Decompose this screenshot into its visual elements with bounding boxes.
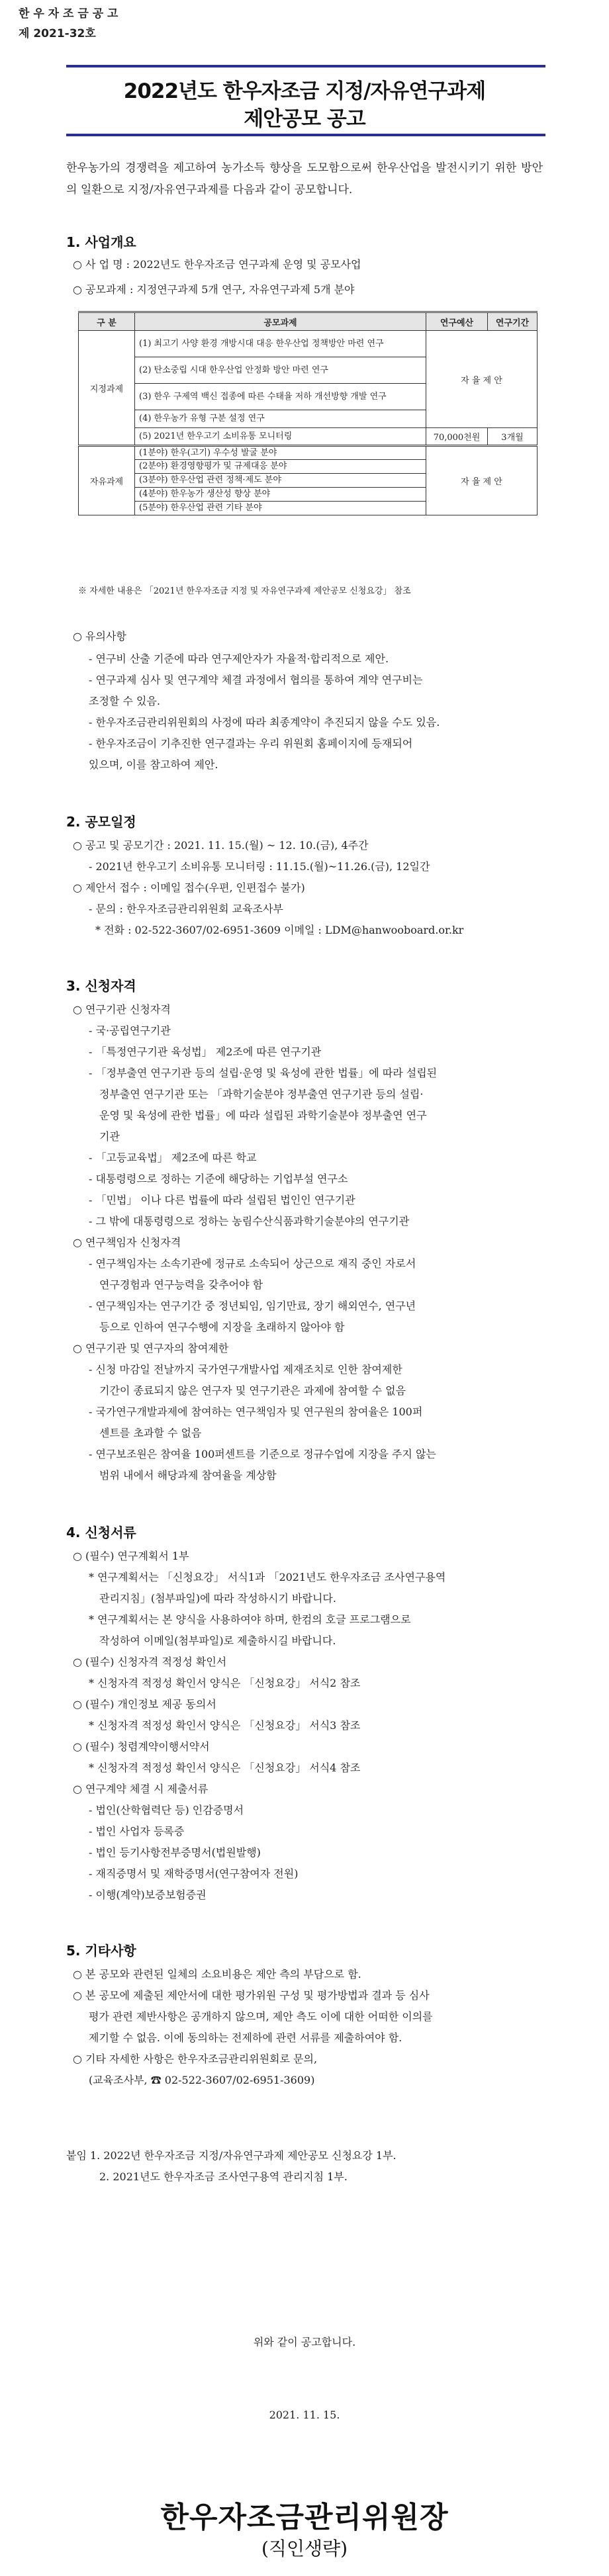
table-cell: (5) 2021년 한우고기 소비유통 모니터링 (135, 428, 426, 446)
eligibility-line: 연구경험과 연구능력을 갖추어야 함 (99, 1278, 263, 1291)
contact-line: * 전화 : 02-522-3607/02-6951-3609 이메일 : LDM@hanwooboard.or.kr (95, 924, 464, 936)
eligibility-line: - 연구책임자는 연구기간 중 정년퇴임, 임기만료, 장기 해외연수, 연구년 (89, 1300, 416, 1312)
section-4-heading: 4. 신청서류 (66, 1525, 136, 1540)
schedule-line: ○ 제안서 접수 : 이메일 접수(우편, 인편접수 불가) (73, 881, 305, 894)
note-line: - 한우자조금관리위원회의 사정에 따라 최종계약이 추진되지 않을 수도 있음. (89, 716, 440, 729)
eligibility-line: 기관 (99, 1130, 120, 1143)
note-line: 조정할 수 있음. (89, 695, 160, 707)
document-line: 관리지침」(첨부파일)에 따라 작성하시기 바랍니다. (99, 1592, 336, 1605)
section-1-item: ○ 사 업 명 : 2022년도 한우자조금 연구과제 운영 및 공모사업 (73, 258, 361, 271)
project-table (78, 311, 538, 515)
table-cell: (2분야) 환경영향평가 및 규제대응 분야 (135, 460, 426, 474)
document-line: * 연구계획서는 「신청요강」 서식1과 「2021년도 한우자조금 조사연구용역 (89, 1571, 446, 1583)
eligibility-line: - 「특정연구기관 육성법」 제2조에 따른 연구기관 (89, 1045, 322, 1058)
table-group-designated: 지정과제 (79, 331, 135, 446)
eligibility-line: - 국가연구개발과제에 참여하는 연구책임자 및 연구원의 참여율은 100퍼 (89, 1405, 423, 1418)
section-2-heading: 2. 공모일정 (66, 814, 136, 830)
document-line: 작성하여 이메일(첨부파일)로 제출하시길 바랍니다. (99, 1634, 336, 1647)
document-line: * 신청자격 적정성 확인서 양식은 「신청요강」 서식2 참조 (89, 1677, 361, 1689)
eligibility-line: 운영 및 육성에 관한 법률」에 따라 설립된 과학기술분야 정부출연 연구 (99, 1109, 427, 1122)
schedule-line: ○ 공고 및 공모기간 : 2021. 11. 15.(월) ~ 12. 10.(금), 4주간 (73, 839, 369, 852)
table-cell: 자 율 제 안 (426, 446, 538, 515)
section-1-heading: 1. 사업개요 (66, 234, 136, 250)
document-line: - 법인 등기사항전부증명서(법원발행) (89, 1846, 261, 1859)
document-line: ○ (필수) 연구계획서 1부 (73, 1550, 189, 1562)
notice-org: 한 우 자 조 금 공 고 (19, 7, 118, 21)
schedule-line: - 문의 : 한우자조금관리위원회 교육조사부 (89, 903, 283, 915)
table-cell: (5분야) 한우산업 관련 기타 분야 (135, 502, 426, 515)
note-line: - 연구비 산출 기준에 따라 연구제안자가 자율적·합리적으로 제안. (89, 652, 389, 665)
table-cell: (3) 한우 구제역 백신 접종에 따른 수태율 저하 개선방향 개발 연구 (135, 384, 426, 410)
document-line: - 이행(계약)보증보험증권 (89, 1888, 207, 1901)
document-line: ○ 연구계약 체결 시 제출서류 (73, 1783, 209, 1795)
section-5-heading: 5. 기타사항 (66, 1943, 136, 1959)
notice-number: 제 2021-32호 (19, 27, 96, 40)
title-bottom-rule (66, 134, 545, 136)
schedule-line: - 2021년 한우고기 소비유통 모니터링 : 11.15.(월)~11.26.(금), 12일간 (89, 860, 430, 873)
table-cell: (4분야) 한우농가 생산성 향상 분야 (135, 488, 426, 502)
eligibility-line: - 그 밖에 대통령령으로 정하는 농림수산식품과학기술분야의 연구기관 (89, 1215, 410, 1227)
eligibility-line: 범위 내에서 해당과제 참여율을 계상함 (99, 1469, 277, 1482)
eligibility-line: - 대통령령으로 정하는 기준에 해당하는 기업부설 연구소 (89, 1173, 348, 1185)
eligibility-line: - 연구책임자는 소속기관에 정규로 소속되어 상근으로 재직 중인 자로서 (89, 1257, 416, 1270)
closing-text: 위와 같이 공고합니다. (253, 2336, 356, 2348)
table-header: 연구기간 (488, 312, 538, 331)
page-title: 2022년도 한우자조금 지정/자유연구과제 (123, 79, 486, 103)
document-line: * 신청자격 적정성 확인서 양식은 「신청요강」 서식4 참조 (89, 1761, 361, 1774)
table-cell: (2) 탄소중립 시대 한우산업 안정화 방안 마련 연구 (135, 357, 426, 384)
section-3-heading: 3. 신청자격 (66, 978, 136, 994)
note-line: 있으며, 이를 참고하여 제안. (89, 758, 218, 771)
note-line: - 한우자조금이 기추진한 연구결과는 우리 위원회 홈페이지에 등재되어 (89, 737, 413, 750)
eligibility-line: ○ 연구기관 및 연구자의 참여제한 (73, 1342, 229, 1355)
attachment-line: 붙임 1. 2022년 한우자조금 지정/자유연구과제 제안공모 신청요강 1부. (66, 2149, 397, 2162)
eligibility-line: - 「정부출연 연구기관 등의 설립·운영 및 육성에 관한 법률」에 따라 설립된 (89, 1067, 438, 1079)
misc-line: (교육조사부, ☎ 02-522-3607/02-6951-3609) (89, 2074, 315, 2086)
document-line: * 신청자격 적정성 확인서 양식은 「신청요강」 서식3 참조 (89, 1719, 361, 1732)
eligibility-line: - 신청 마감일 전날까지 국가연구개발사업 제재조치로 인한 참여제한 (89, 1363, 402, 1376)
misc-line: 평가 관련 제반사항은 공개하지 않으며, 제안 측도 이에 대한 어떠한 이의를 (89, 2010, 433, 2023)
table-header: 공모과제 (135, 312, 426, 331)
table-cell: 자 율 제 안 (426, 331, 538, 428)
eligibility-line: - 「민법」 이나 다른 법률에 따라 설립된 법인인 연구기관 (89, 1194, 355, 1206)
document-line: * 연구계획서는 본 양식을 사용하여야 하며, 한컴의 호글 프로그램으로 (89, 1613, 411, 1626)
note-line: - 연구과제 심사 및 연구계약 체결 과정에서 협의를 통하여 계약 연구비는 (89, 674, 423, 686)
eligibility-line: - 국·공립연구기관 (89, 1024, 171, 1037)
title-top-rule (66, 65, 545, 67)
table-cell: (4) 한우농가 유형 구분 설정 연구 (135, 410, 426, 428)
document-line: ○ (필수) 개인정보 제공 동의서 (73, 1698, 216, 1710)
issuer-name: 한우자조금관리위원장 (160, 2501, 449, 2534)
misc-line: ○ 기타 자세한 사항은 한우자조금관리위원회로 문의, (73, 2053, 318, 2065)
notes-heading: ○ 유의사항 (73, 630, 126, 643)
closing-date: 2021. 11. 15. (269, 2409, 340, 2421)
eligibility-line: 기간이 종료되지 않은 연구자 및 연구기관은 과제에 참여할 수 없음 (99, 1384, 406, 1397)
table-cell: (3분야) 한우산업 관련 정책·제도 분야 (135, 474, 426, 488)
eligibility-line: 정부출연 연구기관 또는 「과학기술분야 정부출연 연구기관 등의 설립· (99, 1088, 424, 1100)
eligibility-line: ○ 연구기관 신청자격 (73, 1003, 171, 1016)
document-line: - 법인(산학협력단 등) 인감증명서 (89, 1804, 244, 1816)
intro-paragraph: 한우농가의 경쟁력을 제고하여 농가소득 향상을 도모함으로써 한우산업을 발전시키기 위한 방안의 일환으로 지정/자유연구과제를 다음과 같이 공모합니다. (66, 161, 543, 197)
table-header: 구 분 (79, 312, 135, 331)
table-cell: 3개월 (488, 428, 538, 446)
eligibility-line: - 연구보조원은 참여율 100퍼센트를 기준으로 정규수업에 지장을 주지 않는 (89, 1448, 436, 1460)
misc-line: ○ 본 공모와 관련된 일체의 소요비용은 제안 측의 부담으로 함. (73, 1968, 361, 1980)
table-cell: (1) 최고기 사양 환경 개방시대 대응 한우산업 정책방안 마련 연구 (135, 331, 426, 357)
eligibility-line: ○ 연구책임자 신청자격 (73, 1236, 181, 1249)
page-subtitle: 제안공모 공고 (244, 107, 365, 131)
attachment-line: 2. 2021년도 한우자조금 조사연구용역 관리지침 1부. (99, 2170, 348, 2183)
table-cell: 70,000천원 (426, 428, 488, 446)
misc-line: 제기할 수 없음. 이에 동의하는 전제하에 관련 서류를 제출하여야 함. (89, 2031, 402, 2044)
table-footnote: ※ 자세한 내용은 「2021년 한우자조금 지정 및 자유연구과제 제안공모 신청요강」 참조 (78, 586, 411, 596)
document-line: - 법인 사업자 등록증 (89, 1825, 185, 1838)
section-1-item: ○ 공모과제 : 지정연구과제 5개 연구, 자유연구과제 5개 분야 (73, 283, 355, 296)
seal-omitted: (직인생략) (261, 2538, 348, 2559)
eligibility-line: 등으로 인하여 연구수행에 지장을 초래하지 않아야 함 (99, 1321, 345, 1333)
table-header: 연구예산 (426, 312, 488, 331)
document-line: ○ (필수) 신청자격 적정성 확인서 (73, 1656, 227, 1668)
document-line: - 재직증명서 및 재학증명서(연구참여자 전원) (89, 1867, 299, 1880)
document-line: ○ (필수) 청렴계약이행서약서 (73, 1740, 210, 1753)
misc-line: ○ 본 공모에 제출된 제안서에 대한 평가위원 구성 및 평가방법과 결과 등 심사 (73, 1989, 430, 2002)
table-cell: (1분야) 한우(고기) 우수성 발굴 분야 (135, 446, 426, 460)
table-group-free: 자유과제 (79, 446, 135, 515)
eligibility-line: 센트를 초과할 수 없음 (99, 1427, 202, 1439)
eligibility-line: - 「고등교육법」 제2조에 따른 학교 (89, 1151, 257, 1164)
